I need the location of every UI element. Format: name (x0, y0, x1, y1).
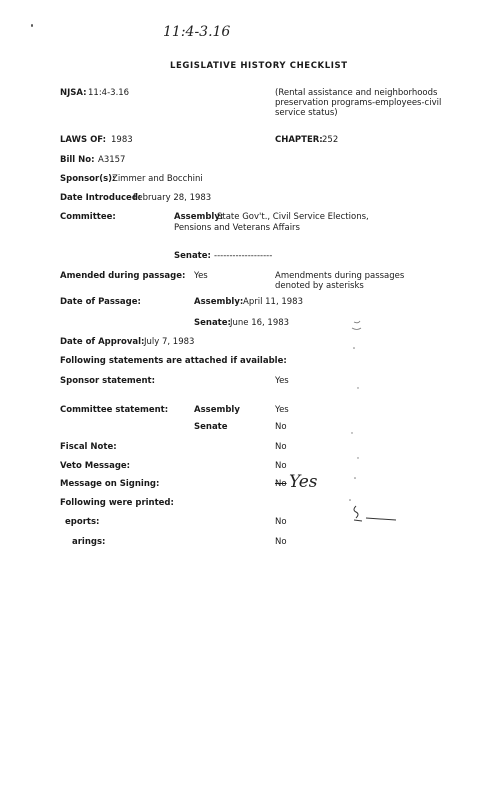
laws-of-value: 1983 (111, 135, 133, 145)
committee-statement-assembly-label: Assembly (194, 405, 240, 415)
njsa-label: NJSA: (60, 88, 87, 98)
handwritten-yes: Yes (289, 472, 318, 492)
date-of-approval-label: Date of Approval: (60, 337, 145, 347)
passage-assembly-value: April 11, 1983 (243, 297, 303, 307)
message-on-signing-value: No (275, 479, 287, 489)
chapter-value: 252 (322, 135, 339, 145)
page-title: LEGISLATIVE HISTORY CHECKLIST (170, 61, 348, 71)
njsa-note-line-3: service status) (275, 108, 338, 118)
bill-no-label: Bill No: (60, 155, 95, 165)
reports-value: No (275, 517, 287, 527)
sponsors-value: Zimmer and Bocchini (112, 174, 203, 184)
committee-statement-assembly-value: Yes (275, 405, 289, 415)
passage-senate-label: Senate: (194, 318, 231, 328)
amended-label: Amended during passage: (60, 271, 186, 281)
committee-assembly-line-1: State Gov't., Civil Service Elections, (217, 212, 369, 222)
sponsor-statement-label: Sponsor statement: (60, 376, 155, 386)
passage-assembly-label: Assembly: (194, 297, 244, 307)
amended-note-line-2: denoted by asterisks (275, 281, 364, 291)
committee-senate-label: Senate: (174, 251, 211, 261)
date-of-passage-label: Date of Passage: (60, 297, 141, 307)
scan-speck (31, 24, 33, 27)
handwritten-reference: 11:4-3.16 (163, 24, 231, 40)
date-introduced-label: Date Introduced: (60, 193, 142, 203)
laws-of-label: LAWS OF: (60, 135, 107, 145)
amended-value: Yes (194, 271, 208, 281)
hearings-label: arings: (72, 537, 106, 547)
hearings-value: No (275, 537, 287, 547)
margin-scan-marks (340, 318, 430, 548)
veto-message-value: No (275, 461, 287, 471)
reports-label: eports: (65, 517, 100, 527)
njsa-note-line-2: preservation programs-employees-civil (275, 98, 442, 108)
amended-note-line-1: Amendments during passages (275, 271, 405, 281)
committee-statement-senate-value: No (275, 422, 287, 432)
bill-no-value: A3157 (98, 155, 126, 165)
committee-label: Committee: (60, 212, 116, 222)
date-introduced-value: February 28, 1983 (133, 193, 212, 203)
committee-statement-senate-label: Senate (194, 422, 228, 432)
date-of-approval-value: July 7, 1983 (144, 337, 195, 347)
committee-statement-label: Committee statement: (60, 405, 169, 415)
committee-assembly-label: Assembly: (174, 212, 224, 222)
chapter-label: CHAPTER: (275, 135, 323, 145)
committee-senate-value: ------------------- (214, 251, 273, 261)
sponsor-statement-value: Yes (275, 376, 289, 386)
fiscal-note-label: Fiscal Note: (60, 442, 117, 452)
following-printed-heading: Following were printed: (60, 498, 174, 508)
veto-message-label: Veto Message: (60, 461, 131, 471)
sponsors-label: Sponsor(s): (60, 174, 116, 184)
njsa-value: 11:4-3.16 (88, 88, 130, 98)
passage-senate-value: June 16, 1983 (230, 318, 290, 328)
message-on-signing-label: Message on Signing: (60, 479, 160, 489)
committee-assembly-line-2: Pensions and Veterans Affairs (174, 223, 300, 233)
following-attached-heading: Following statements are attached if available: (60, 356, 287, 366)
njsa-note-line-1: (Rental assistance and neighborhoods (275, 88, 438, 98)
fiscal-note-value: No (275, 442, 287, 452)
